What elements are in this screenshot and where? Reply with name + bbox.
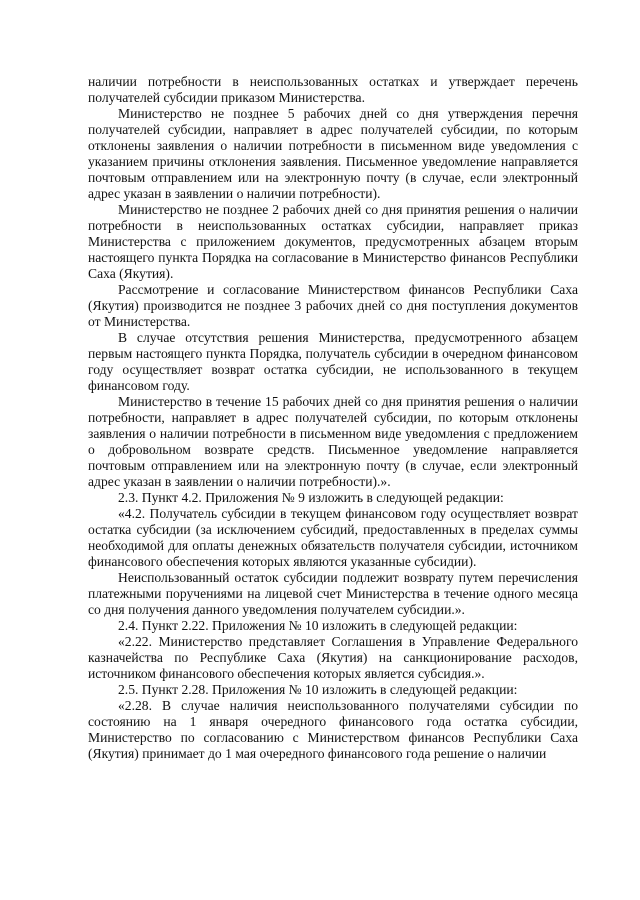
paragraph-10: 2.4. Пункт 2.22. Приложения № 10 изложить в следующей редакции: — [118, 618, 518, 633]
paragraph-12: 2.5. Пункт 2.28. Приложения № 10 изложить в следующей редакции: — [118, 682, 518, 697]
paragraph-1: наличии потребности в неиспользованных остатках и утверждает перечень получателей субсидии приказом Министерства. — [88, 74, 578, 105]
paragraph-7: 2.3. Пункт 4.2. Приложения № 9 изложить в следующей редакции: — [118, 490, 504, 505]
paragraph-9: Неиспользованный остаток субсидии подлежит возврату путем перечисления платежными поручениями на лицевой счет Министерства в течение одного месяца со дня получения данного уведомления получателем субсидии.». — [88, 570, 578, 617]
paragraph-8: «4.2. Получатель субсидии в текущем финансовом году осуществляет возврат остатка субсидии (за исключением субсидий, предоставленных в пределах суммы необходимой для оплаты денежных обязательств получателя субсидии, источником финансового обеспечения которых являются указанные субсидии). — [88, 506, 578, 569]
paragraph-4: Рассмотрение и согласование Министерством финансов Республики Саха (Якутия) производится не позднее 3 рабочих дней со дня поступления документов от Министерства. — [88, 282, 578, 329]
paragraph-3: Министерство не позднее 2 рабочих дней со дня принятия решения о наличии потребности в неиспользованных остатках субсидии, направляет приказ Министерства с приложением документов, предусмотренных абзацем вторым настоящего пункта Порядка на согласование в Министерство финансов Республики Саха (Якутия). — [88, 202, 578, 281]
paragraph-5: В случае отсутствия решения Министерства, предусмотренного абзацем первым настоящего пункта Порядка, получатель субсидии в очередном финансовом году осуществляет возврат остатка субсидии, не использованного в текущем финансовом году. — [88, 330, 578, 393]
paragraph-6: Министерство в течение 15 рабочих дней со дня принятия решения о наличии потребности, направляет в адрес получателей субсидии, по которым отклонены заявления о наличии потребности в письменном виде уведомления с предложением о добровольном возврате средств. Письменное уведомление направляется почтовым отправлением или на электронную почту (в случае, если электронный адрес указан в заявлении о наличии потребности).». — [88, 394, 578, 489]
paragraph-11: «2.22. Министерство представляет Соглашения в Управление Федерального казначейства по Республике Саха (Якутия) на санкционирование расходов, источником финансового обеспечения которых является субсидия.». — [88, 634, 578, 681]
document-page — [88, 74, 578, 762]
paragraph-2: Министерство не позднее 5 рабочих дней со дня утверждения перечня получателей субсидии, направляет в адрес получателей субсидии, по которым отклонены заявления о наличии потребности в письменном виде уведомления с указанием причины отклонения заявления. Письменное уведомление направляется почтовым отправлением или на электронную почту (в случае, если электронный адрес указан в заявлении о наличии потребности). — [88, 106, 578, 201]
paragraph-13: «2.28. В случае наличия неиспользованного получателями субсидии по состоянию на 1 января очередного финансового года остатка субсидии, Министерство по согласованию с Министерством финансов Республики Саха (Якутия) принимает до 1 мая очередного финансового года решение о наличии — [88, 698, 578, 761]
